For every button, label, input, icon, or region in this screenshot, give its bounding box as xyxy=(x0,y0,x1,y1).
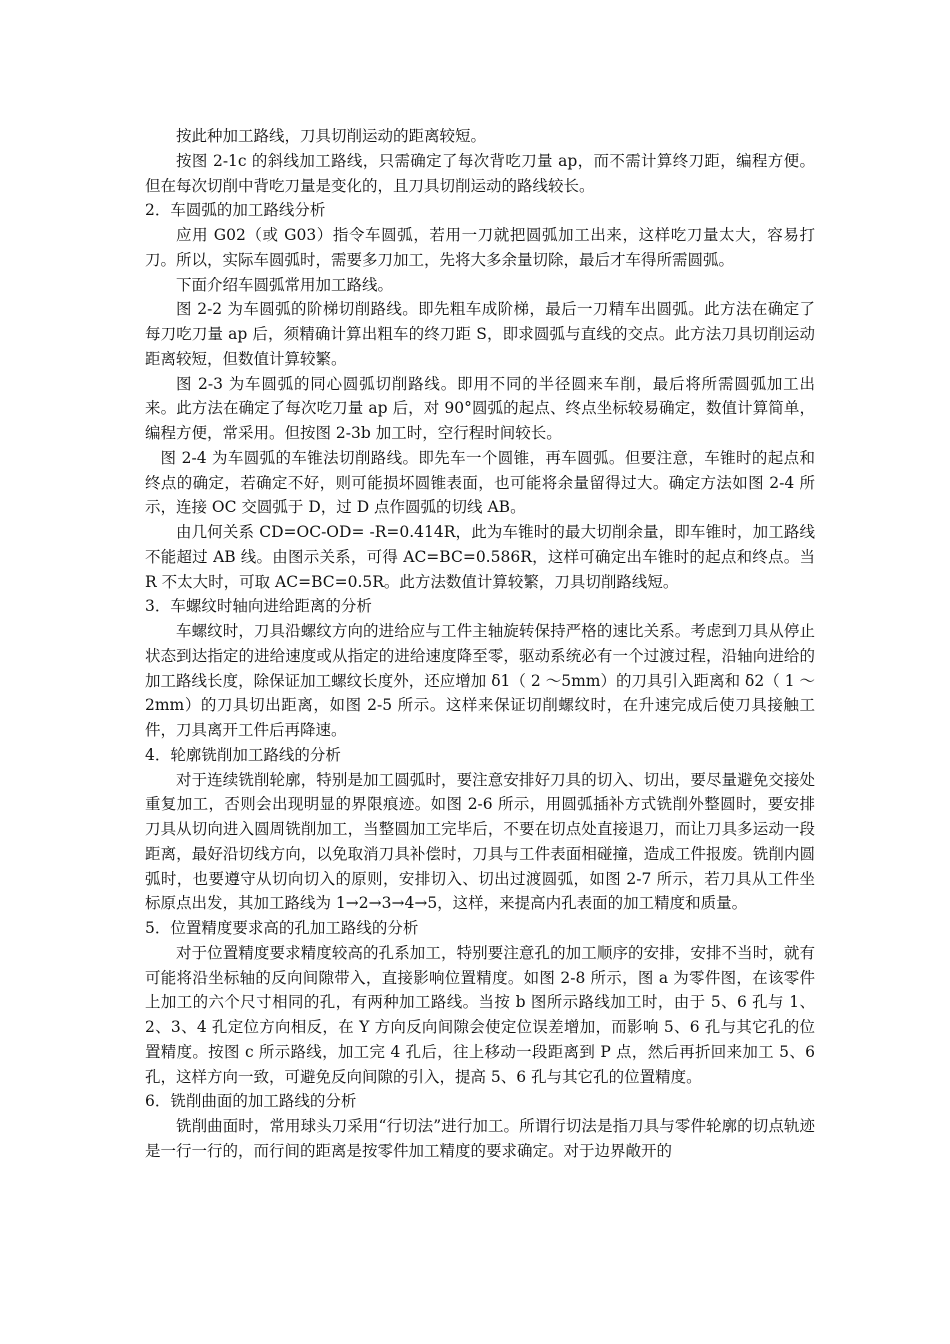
body-text xyxy=(145,124,815,1164)
section-heading: 3．车螺纹时轴向进给距离的分析 xyxy=(145,597,372,616)
paragraph: 下面介绍车圆弧常用加工路线。 xyxy=(176,275,394,294)
paragraph: 应用 G02（或 G03）指令车圆弧，若用一刀就把圆弧加工出来，这样吃刀量太大，容易打刀。所以，实际车圆弧时，需要多刀加工，先将大多余量切除，最后才车得所需圆弧。 xyxy=(145,226,815,269)
section-heading: 4．轮廓铣削加工路线的分析 xyxy=(145,745,341,764)
paragraph: 图 2-3 为车圆弧的同心圆弧切削路线。即用不同的半径圆来车削，最后将所需圆弧加工出来。此方法在确定了每次吃刀量 ap 后，对 90°圆弧的起点、终点坐标较易确定，数值计算简单，编程方便，常采用。但按图 2-3b 加工时，空行程时间较长。 xyxy=(145,374,815,442)
paragraph: 按此种加工路线，刀具切削运动的距离较短。 xyxy=(176,127,487,145)
paragraph: 图 2-2 为车圆弧的阶梯切削路线。即先粗车成阶梯，最后一刀精车出圆弧。此方法在确定了每刀吃刀量 ap 后，须精确计算出粗车的终刀距 S，即求圆弧与直线的交点。此方法刀具切削运动距离较短，但数值计算较繁。 xyxy=(145,300,815,368)
paragraph: 铣削曲面时，常用球头刀采用“行切法”进行加工。所谓行切法是指刀具与零件轮廓的切点轨迹是一行一行的，而行间的距离是按零件加工精度的要求确定。对于边界敞开的 xyxy=(145,1117,815,1160)
paragraph: 对于位置精度要求精度较高的孔系加工，特别要注意孔的加工顺序的安排，安排不当时，就有可能将沿坐标轴的反向间隙带入，直接影响位置精度。如图 2-8 所示，图 a 为零件图，在该零件上加工的六个尺寸相同的孔，有两种加工路线。当按 b 图所示路线加工时，由于 5、6 孔与 1、2、3、4 孔定位方向相反，在 Y 方向反向间隙会使定位误差增加，而影响 5、6 孔与其它孔的位置精度。按图 c 所示路线，加工完 4 孔后，往上移动一段距离到 P 点，然后再折回来加工 5、6 孔，这样方向一致，可避免反向间隙的引入，提高 5、6 孔与其它孔的位置精度。 xyxy=(145,943,815,1086)
paragraph: 由几何关系 CD=OC-OD= -R=0.414R，此为车锥时的最大切削余量，即车锥时，加工路线不能超过 AB 线。由图示关系，可得 AC=BC=0.586R，这样可确定出车锥时的起点和终点。当 R 不太大时，可取 AC=BC=0.5R。此方法数值计算较繁，刀具切削路线短。 xyxy=(145,523,815,591)
section-heading: 5．位置精度要求高的孔加工路线的分析 xyxy=(145,919,419,937)
paragraph: 对于连续铣削轮廓，特别是加工圆弧时，要注意安排好刀具的切入、切出，要尽量避免交接处重复加工，否则会出现明显的界限痕迹。如图 2-6 所示，用圆弧插补方式铣削外整圆时，要安排刀具从切向进入圆周铣削加工，当整圆加工完毕后，不要在切点处直接退刀，而让刀具多运动一段距离，最好沿切线方向，以免取消刀具补偿时，刀具与工件表面相碰撞，造成工件报废。铣削内圆弧时，也要遵守从切向切入的原则，安排切入、切出过渡圆弧，如图 2-7 所示，若刀具从工件坐标原点出发，其加工路线为 1→2→3→4→5，这样，来提高内孔表面的加工精度和质量。 xyxy=(145,770,815,913)
paragraph: 图 2-4 为车圆弧的车锥法切削路线。即先车一个圆锥，再车圆弧。但要注意，车锥时的起点和终点的确定，若确定不好，则可能损坏圆锥表面，也可能将余量留得过大。确定方法如图 2-4 所示，连接 OC 交圆弧于 D，过 D 点作圆弧的切线 AB。 xyxy=(145,448,815,517)
section-heading: 6．铣削曲面的加工路线的分析 xyxy=(145,1092,357,1111)
section-heading: 2．车圆弧的加工路线分析 xyxy=(145,201,326,220)
paragraph: 车螺纹时，刀具沿螺纹方向的进给应与工件主轴旋转保持严格的速比关系。考虑到刀具从停止状态到达指定的进给速度或从指定的进给速度降至零，驱动系统必有一个过渡过程，沿轴向进给的加工路线长度，除保证加工螺纹长度外，还应增加 δ1（ 2 ～5mm）的刀具引入距离和 δ2（ 1 ～2mm）的刀具切出距离，如图 2-5 所示。这样来保证切削螺纹时，在升速完成后使刀具接触工件，刀具离开工件后再降速。 xyxy=(145,622,815,739)
paragraph: 按图 2-1c 的斜线加工路线，只需确定了每次背吃刀量 ap，而不需计算终刀距，编程方便。但在每次切削中背吃刀量是变化的，且刀具切削运动的路线较长。 xyxy=(145,151,815,195)
